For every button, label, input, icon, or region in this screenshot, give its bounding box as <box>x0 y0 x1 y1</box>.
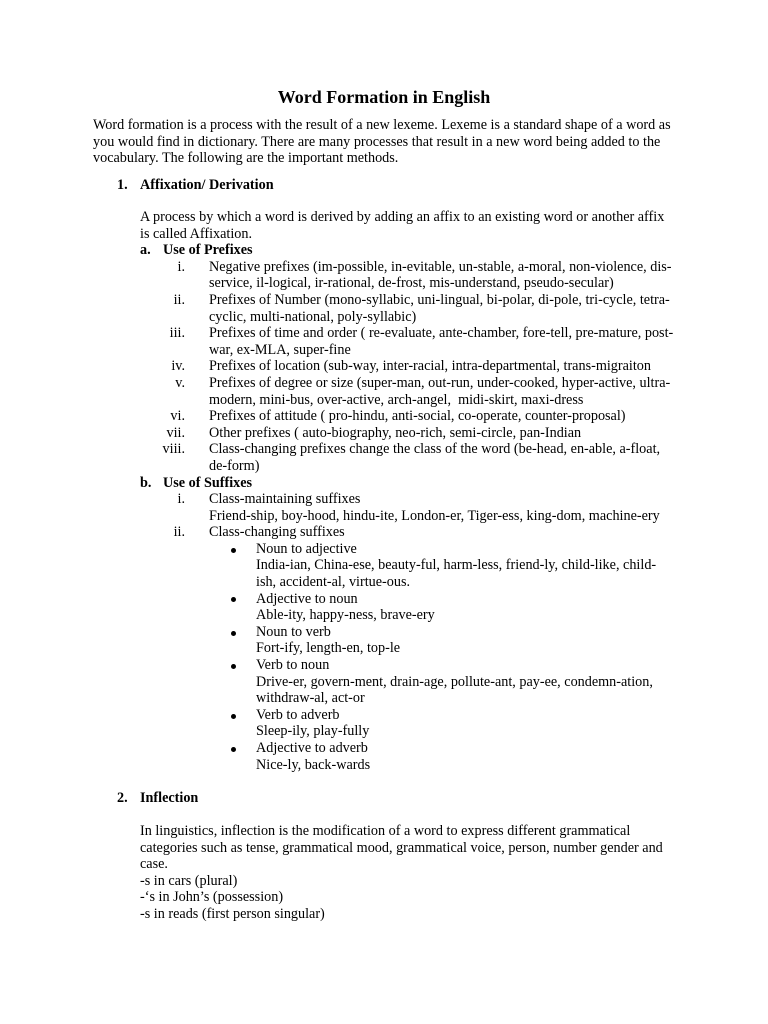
section-number: 1. <box>117 177 128 193</box>
bullet-line <box>0 541 768 558</box>
bullet-item <box>0 591 768 624</box>
list-item-text: Prefixes of attitude ( pro-hindu, anti-social, co-operate, counter-proposal) <box>209 408 626 425</box>
bullet-example: Sleep-ily, play-fully <box>256 723 370 740</box>
list-item-text: Class-changing prefixes change the class of the word (be-head, en-able, a-float, <box>209 441 661 458</box>
bullet-icon <box>231 664 236 669</box>
list-line <box>0 441 768 458</box>
paragraph-line <box>0 209 768 226</box>
bullet-icon <box>231 597 236 602</box>
section-title: Affixation/ Derivation <box>140 177 274 193</box>
bullet-line <box>0 707 768 724</box>
list-line <box>0 292 768 309</box>
list-line <box>0 275 768 292</box>
example-line <box>0 873 768 890</box>
list-line <box>0 342 768 359</box>
example-line <box>0 906 768 923</box>
prefix-list-item <box>0 375 768 408</box>
list-item-text: modern, mini-bus, over-active, arch-angel, midi-skirt, maxi-dress <box>209 391 584 408</box>
example-line <box>0 757 768 774</box>
roman-numeral: vii. <box>166 424 185 441</box>
paragraph-line <box>0 134 768 151</box>
list-line <box>0 325 768 342</box>
document-title: Word Formation in English <box>277 87 491 107</box>
list-line <box>0 524 768 541</box>
bullet-item <box>0 707 768 740</box>
list-line <box>0 375 768 392</box>
bullet-label: Verb to adverb <box>256 706 340 723</box>
intro-paragraph <box>0 117 768 167</box>
body-line: categories such as tense, grammatical mood, grammatical voice, person, number gender and <box>140 839 663 856</box>
definition-line: A process by which a word is derived by adding an affix to an existing word or another affix <box>140 209 665 225</box>
inflection-body <box>0 823 768 923</box>
list-item-text: Class-maintaining suffixes <box>209 491 361 508</box>
definition-line: is called Affixation. <box>140 225 253 242</box>
bullet-label: Adjective to adverb <box>256 740 368 756</box>
suffix-list-item <box>0 491 768 524</box>
bullet-line <box>0 624 768 641</box>
bullet-example: Nice-ly, back-wards <box>256 756 371 773</box>
list-item-text: Class-changing suffixes <box>209 524 345 541</box>
heading-line <box>0 177 768 194</box>
roman-numeral: i. <box>177 258 185 275</box>
prefix-list-item <box>0 441 768 474</box>
list-line <box>0 458 768 475</box>
bullet-example: Drive-er, govern-ment, drain-age, pollute-ant, pay-ee, condemn-ation, <box>256 673 653 690</box>
list-item-text: service, il-logical, ir-rational, de-frost, mis-understand, pseudo-secular) <box>209 275 614 292</box>
roman-numeral: ii. <box>173 291 185 308</box>
bullet-icon <box>231 631 236 636</box>
roman-numeral: ii. <box>173 524 185 541</box>
suffix-list-item <box>0 524 768 773</box>
list-line <box>0 491 768 508</box>
list-item-text: cyclic, multi-national, poly-syllabic) <box>209 308 417 325</box>
bullet-item <box>0 740 768 773</box>
example-line <box>0 607 768 624</box>
list-item-text: de-form) <box>209 457 260 474</box>
bullet-icon <box>231 714 236 719</box>
list-item-text: Friend-ship, boy-hood, hindu-ite, London-er, Tiger-ess, king-dom, machine-ery <box>209 507 660 524</box>
subsection-letter: a. <box>140 242 151 259</box>
list-item-text: Prefixes of location (sub-way, inter-racial, intra-departmental, trans-migraiton <box>209 358 651 375</box>
roman-numeral: i. <box>177 491 185 508</box>
bullet-label: Noun to verb <box>256 623 331 640</box>
prefix-list-item <box>0 425 768 442</box>
section-heading-affixation <box>0 177 768 194</box>
subsection-letter: b. <box>140 474 152 491</box>
roman-numeral: viii. <box>162 441 185 458</box>
body-line: In linguistics, inflection is the modification of a word to express different grammatical <box>140 823 631 839</box>
bullet-item <box>0 624 768 657</box>
list-line <box>0 425 768 442</box>
roman-numeral: v. <box>175 374 185 391</box>
subsection-title: Use of Suffixes <box>163 474 253 491</box>
subsection-heading-prefixes <box>0 242 768 259</box>
section-heading-inflection <box>0 790 768 807</box>
paragraph-line <box>0 856 768 873</box>
prefix-list-item <box>0 358 768 375</box>
bullet-line <box>0 740 768 757</box>
roman-numeral: vi. <box>170 408 185 425</box>
list-line <box>0 392 768 409</box>
example-line <box>0 889 768 906</box>
section-title: Inflection <box>140 790 199 806</box>
inflection-example: -s in reads (first person singular) <box>140 905 325 922</box>
bullet-line <box>0 657 768 674</box>
bullet-example: Fort-ify, length-en, top-le <box>256 640 401 657</box>
list-item-text: Negative prefixes (im-possible, in-evitable, un-stable, a-moral, non-violence, dis- <box>209 258 672 275</box>
list-item-text: war, ex-MLA, super-fine <box>209 341 351 358</box>
bullet-example: withdraw-al, act-or <box>256 690 365 707</box>
roman-numeral: iv. <box>171 358 185 375</box>
intro-line: vocabulary. The following are the important methods. <box>93 150 399 167</box>
subsection-heading-suffixes <box>0 475 768 492</box>
list-line <box>0 508 768 525</box>
paragraph-line <box>0 117 768 134</box>
prefix-list-item <box>0 259 768 292</box>
bullet-line <box>0 591 768 608</box>
bullet-icon <box>231 747 236 752</box>
list-line <box>0 259 768 276</box>
paragraph-line <box>0 226 768 243</box>
bullet-example: Able-ity, happy-ness, brave-ery <box>256 607 435 624</box>
roman-numeral: iii. <box>169 325 185 342</box>
bullet-item <box>0 657 768 707</box>
bullet-label: Verb to noun <box>256 657 330 674</box>
list-item-text: Prefixes of degree or size (super-man, out-run, under-cooked, hyper-active, ultra- <box>209 374 671 391</box>
prefix-list-item <box>0 408 768 425</box>
prefix-list-item <box>0 292 768 325</box>
example-line <box>0 574 768 591</box>
intro-line: Word formation is a process with the result of a new lexeme. Lexeme is a standard shape of a word as <box>93 117 671 133</box>
inflection-example: -‘s in John’s (possession) <box>140 889 284 906</box>
bullet-item <box>0 541 768 591</box>
list-line <box>0 309 768 326</box>
bullet-label: Noun to adjective <box>256 540 357 557</box>
bullet-example: India-ian, China-ese, beauty-ful, harm-less, friend-ly, child-like, child- <box>256 557 657 574</box>
bullet-example: ish, accident-al, virtue-ous. <box>256 574 411 591</box>
paragraph-line <box>0 823 768 840</box>
bullet-icon <box>231 548 236 553</box>
list-item-text: Prefixes of time and order ( re-evaluate, ante-chamber, fore-tell, pre-mature, post- <box>209 325 674 342</box>
inflection-example: -s in cars (plural) <box>140 872 238 889</box>
list-item-text: Other prefixes ( auto-biography, neo-rich, semi-circle, pan-Indian <box>209 424 582 441</box>
list-line <box>0 358 768 375</box>
list-line <box>0 408 768 425</box>
example-line <box>0 674 768 691</box>
heading-line <box>0 790 768 807</box>
intro-line: you would find in dictionary. There are many processes that result in a new word being added to the <box>93 133 661 150</box>
body-line: case. <box>140 856 168 873</box>
list-item-text: Prefixes of Number (mono-syllabic, uni-lingual, bi-polar, di-pole, tri-cycle, tetra- <box>209 291 670 308</box>
paragraph-line <box>0 150 768 167</box>
example-line <box>0 640 768 657</box>
paragraph-line <box>0 840 768 857</box>
example-line <box>0 557 768 574</box>
example-line <box>0 690 768 707</box>
prefix-list-item <box>0 325 768 358</box>
affixation-body <box>0 209 768 773</box>
example-line <box>0 723 768 740</box>
section-number: 2. <box>117 790 128 806</box>
bullet-label: Adjective to noun <box>256 590 358 607</box>
subsection-title: Use of Prefixes <box>163 242 253 259</box>
